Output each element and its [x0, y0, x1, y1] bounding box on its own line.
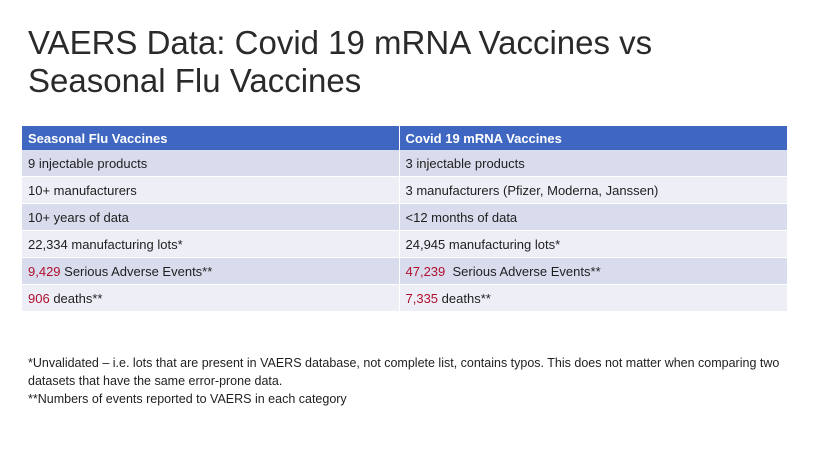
flu-cell: [22, 285, 399, 312]
flu-cell: 22,334 manufacturing lots*: [22, 231, 399, 258]
table-row: [22, 150, 787, 177]
comparison-table-container: [22, 126, 787, 312]
table-row: [22, 285, 787, 312]
flu-serious-events-count: 9,429: [28, 263, 61, 279]
table-row: [22, 204, 787, 231]
flu-cell: 10+ years of data: [22, 204, 399, 231]
table-row: [22, 177, 787, 204]
slide-title: VAERS Data: Covid 19 mRNA Vaccines vs Seasonal Flu Vaccines: [28, 24, 653, 99]
flu-serious-events-label: Serious Adverse Events**: [60, 263, 213, 279]
covid-cell: 3 manufacturers (Pfizer, Moderna, Janssen): [399, 177, 787, 204]
flu-cell: 9 injectable products: [22, 150, 399, 177]
footnote-events: **Numbers of events reported to VAERS in each category: [28, 392, 347, 406]
covid-cell: [399, 258, 787, 285]
covid-cell: 24,945 manufacturing lots*: [399, 231, 787, 258]
covid-cell: <12 months of data: [399, 204, 787, 231]
table-row: [22, 231, 787, 258]
flu-cell: 10+ manufacturers: [22, 177, 399, 204]
covid-serious-events-label: Serious Adverse Events**: [445, 263, 601, 279]
flu-cell: [22, 258, 399, 285]
flu-deaths-count: 906: [28, 290, 50, 306]
table-row: [22, 258, 787, 285]
footnotes: [28, 354, 798, 408]
footnote-unvalidated: *Unvalidated – i.e. lots that are present in VAERS database, not complete list, contains typos. This does not matter when comparing two datasets that have the same error-prone data.: [28, 356, 780, 388]
comparison-table: [22, 126, 787, 312]
covid-deaths-count: 7,335: [405, 290, 439, 306]
covid-cell: 3 injectable products: [399, 150, 787, 177]
covid-cell: [399, 285, 787, 312]
header-seasonal-flu: Seasonal Flu Vaccines: [22, 126, 399, 150]
header-covid-mrna: Covid 19 mRNA Vaccines: [399, 126, 787, 150]
covid-serious-events-count: 47,239: [405, 263, 446, 279]
table-header-row: [22, 126, 787, 150]
covid-deaths-label: deaths**: [438, 290, 491, 306]
flu-deaths-label: deaths**: [49, 290, 103, 306]
